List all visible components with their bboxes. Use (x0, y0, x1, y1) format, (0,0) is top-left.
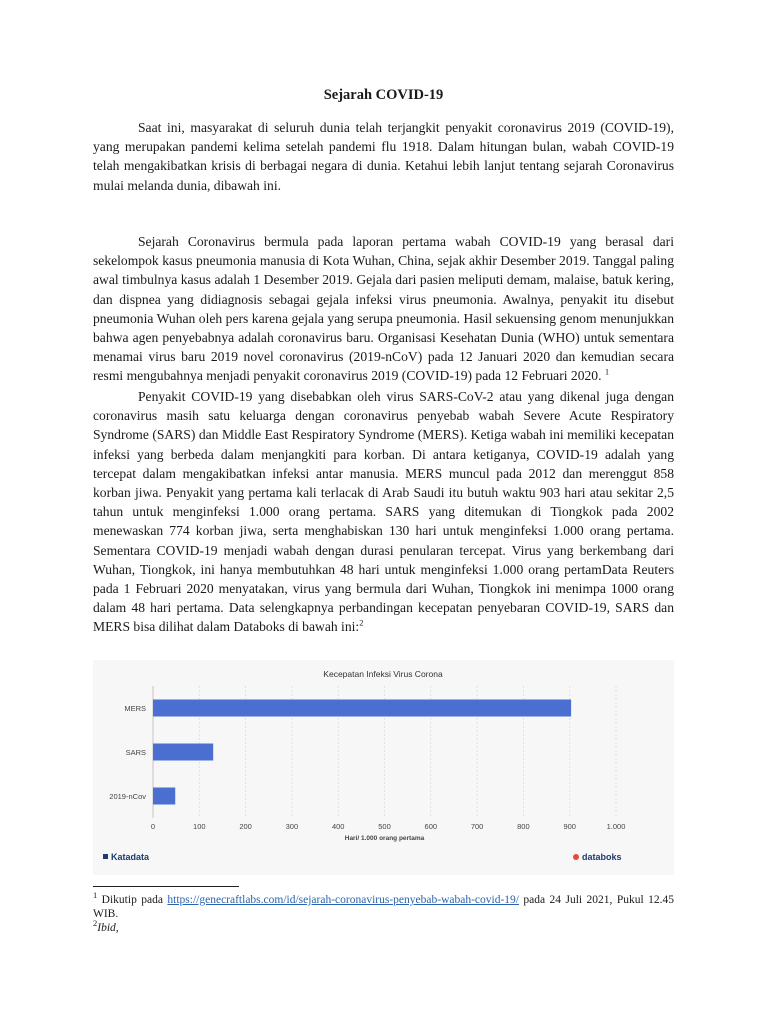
document-title: Sejarah COVID-19 (323, 87, 444, 103)
bar-sars (153, 744, 213, 761)
x-tick-label: 900 (563, 822, 576, 831)
category-label: SARS (125, 748, 146, 757)
category-label: MERS (124, 704, 146, 713)
katadata-logo: Katadata (111, 852, 150, 862)
footnote-divider (93, 886, 239, 887)
x-tick-label: 200 (239, 822, 252, 831)
x-axis-label: Hari/ 1.000 orang pertama (344, 835, 425, 842)
footnote-number: 1 (93, 890, 98, 901)
x-tick-label: 600 (424, 822, 438, 831)
footnote-ref[interactable]: 1 (604, 366, 610, 377)
footnote-ref[interactable]: 2 (359, 617, 364, 628)
bar-mers (153, 700, 571, 717)
infection-speed-chart (93, 660, 674, 875)
category-label: 2019-nCov (109, 792, 146, 801)
x-tick-label: 1.000 (606, 822, 626, 831)
footnote-text: Dikutip pada (97, 894, 168, 906)
x-tick-label: 300 (285, 822, 299, 831)
paragraph-comparison (93, 387, 674, 637)
footnotes (93, 890, 674, 935)
x-tick-label: 500 (378, 822, 391, 831)
x-tick-label: 100 (193, 822, 206, 831)
footnote-2 (93, 918, 674, 935)
x-tick-label: 800 (517, 822, 530, 831)
bar-2019-ncov (153, 788, 175, 805)
footnote-link[interactable]: https://genecraftlabs.com/id/sejarah-coronavirus-penyebab-wabah-covid-19/ (167, 894, 519, 906)
paragraph-text: Penyakit COVID-19 yang disebabkan oleh virus SARS-CoV-2 atau yang dikenal juga dengan coronavirus masih satu keluarga dengan coronavirus penyebab wabah Severe Acute Respiratory Syndrome (SARS) dan Middle East Respiratory Syndrome (MERS). Ketiga wabah ini memiliki kecepatan infeksi yang berbeda dalam menjangkiti para korban. Di antara ketiganya, COVID-19 adalah yang tercepat dalam mengakibatkan infeksi antar manusia. MERS muncul pada 2012 dan merenggut 858 korban jiwa. Penyakit yang pertama kali terlacak di Arab Saudi itu butuh waktu 903 hari atau sekitar 2,5 tahun untuk menginfeksi 1.000 orang pertama. SARS yang ditemukan di Tiongkok pada 2002 menewaskan 774 korban jiwa, serta menghabiskan 130 hari untuk menginfeksi 1.000 orang pertama. Sementara COVID-19 menjadi wabah dengan durasi penularan tercepat. Virus yang berkembang dari Wuhan, Tiongkok, ini hanya membutuhkan 48 hari untuk menginfeksi 1.000 orang pertamData Reuters pada 1 Februari 2020 menyatakan, virus yang bermula dari Wuhan, Tiongkok ini menimpa 1000 orang dalam 48 hari pertama. Data selengkapnya perbandingan kecepatan penyebaran COVID-19, SARS dan MERS bisa dilihat dalam Databoks di bawah ini: (93, 389, 674, 635)
footnote-text: pada 24 Juli 2021, Pukul 12.45 WIB. (93, 894, 674, 920)
chart-canvas (93, 660, 674, 875)
chart-title: Kecepatan Infeksi Virus Corona (323, 669, 443, 679)
katadata-logo-icon (103, 854, 108, 859)
paragraph-history (93, 232, 674, 386)
paragraph-text: Saat ini, masyarakat di seluruh dunia telah terjangkit penyakit coronavirus 2019 (COVID-19), yang merupakan pandemi kelima setelah pandemi flu 1918. Dalam hitungan bulan, wabah COVID-19 telah mengakibatkan krisis di berbagai negara di dunia. Ketahui lebih lanjut tentang sejarah Coronavirus mulai melanda dunia, dibawah ini. (93, 120, 674, 193)
footnote-number: 2 (93, 918, 98, 929)
x-tick-label: 400 (331, 822, 345, 831)
databoks-logo: databoks (582, 852, 622, 862)
paragraph-text: Sejarah Coronavirus bermula pada laporan pertama wabah COVID-19 yang berasal dari sekelompok kasus pneumonia manusia di Kota Wuhan, China, sejak akhir Desember 2019. Tanggal paling awal timbulnya kasus adalah 1 Desember 2019. Gejala dari pasien meliputi demam, malaise, batuk kering, dan dispnea yang didiagnosis sebagai gejala infeksi virus pneumonia. Awalnya, penyakit itu disebut pneumonia Wuhan oleh pers karena gejala yang serupa pneumonia. Hasil sekuensing genom menunjukkan bahwa agen penyebabnya adalah coronavirus baru. Organisasi Kesehatan Dunia (WHO) untuk sementara menamai virus baru 2019 novel coronavirus (2019-nCoV) pada 12 Januari 2020 dan kemudian secara resmi mengubahnya menjadi penyakit coronavirus 2019 (COVID-19) pada 12 Februari 2020. (93, 234, 674, 384)
databoks-logo-icon (573, 854, 579, 860)
x-tick-label: 700 (470, 822, 484, 831)
footnote-text: Ibid, (97, 922, 119, 934)
x-tick-label: 0 (150, 822, 156, 831)
paragraph-intro (93, 118, 674, 195)
footnote-1 (93, 890, 674, 921)
